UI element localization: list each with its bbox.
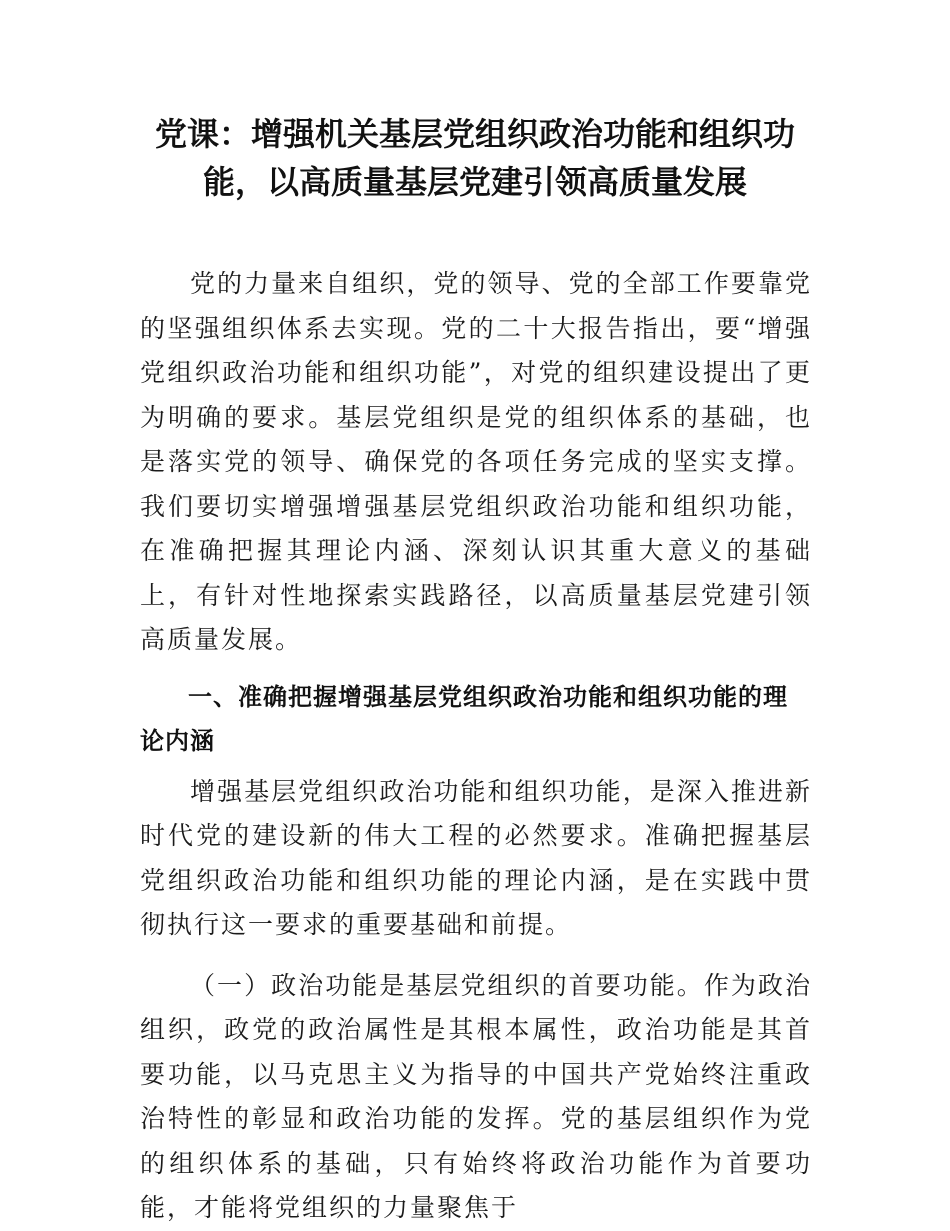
section-heading: 一、准确把握增强基层党组织政治功能和组织功能的理论内涵	[140, 682, 788, 755]
subsection-paragraph	[140, 964, 812, 1231]
subsection-lead: （一）政治功能是基层党组织的首要功能。	[190, 970, 704, 1000]
subsection-text: 作为政治组织，政党的政治属性是其根本属性，政治功能是其首要功能，以马克思主义为指导的中国共产党始终注重政治特性的彰显和政治功能的发挥。党的基层组织作为党的组织体系的基础，只有始终将政治功能作为首要功能，才能将党组织的力量聚焦于	[140, 970, 812, 1222]
document-title: 党课：增强机关基层党组织政治功能和组织功能，以高质量基层党建引领高质量发展	[154, 115, 795, 201]
section-paragraph: 增强基层党组织政治功能和组织功能，是深入推进新时代党的建设新的伟大工程的必然要求。准确把握基层党组织政治功能和组织功能的理论内涵，是在实践中贯彻执行这一要求的重要基础和前提。	[140, 776, 812, 939]
document-body	[140, 262, 812, 1231]
intro-paragraph: 党的力量来自组织，党的领导、党的全部工作要靠党的坚强组织体系去实现。党的二十大报告指出，要“增强党组织政治功能和组织功能”，对党的组织建设提出了更为明确的要求。基层党组织是党的组织体系的基础，也是落实党的领导、确保党的各项任务完成的坚实支撑。我们要切实增强增强基层党组织政治功能和组织功能，在准确把握其理论内涵、深刻认识其重大意义的基础上，有针对性地探索实践路径，以高质量基层党建引领高质量发展。	[140, 269, 812, 654]
